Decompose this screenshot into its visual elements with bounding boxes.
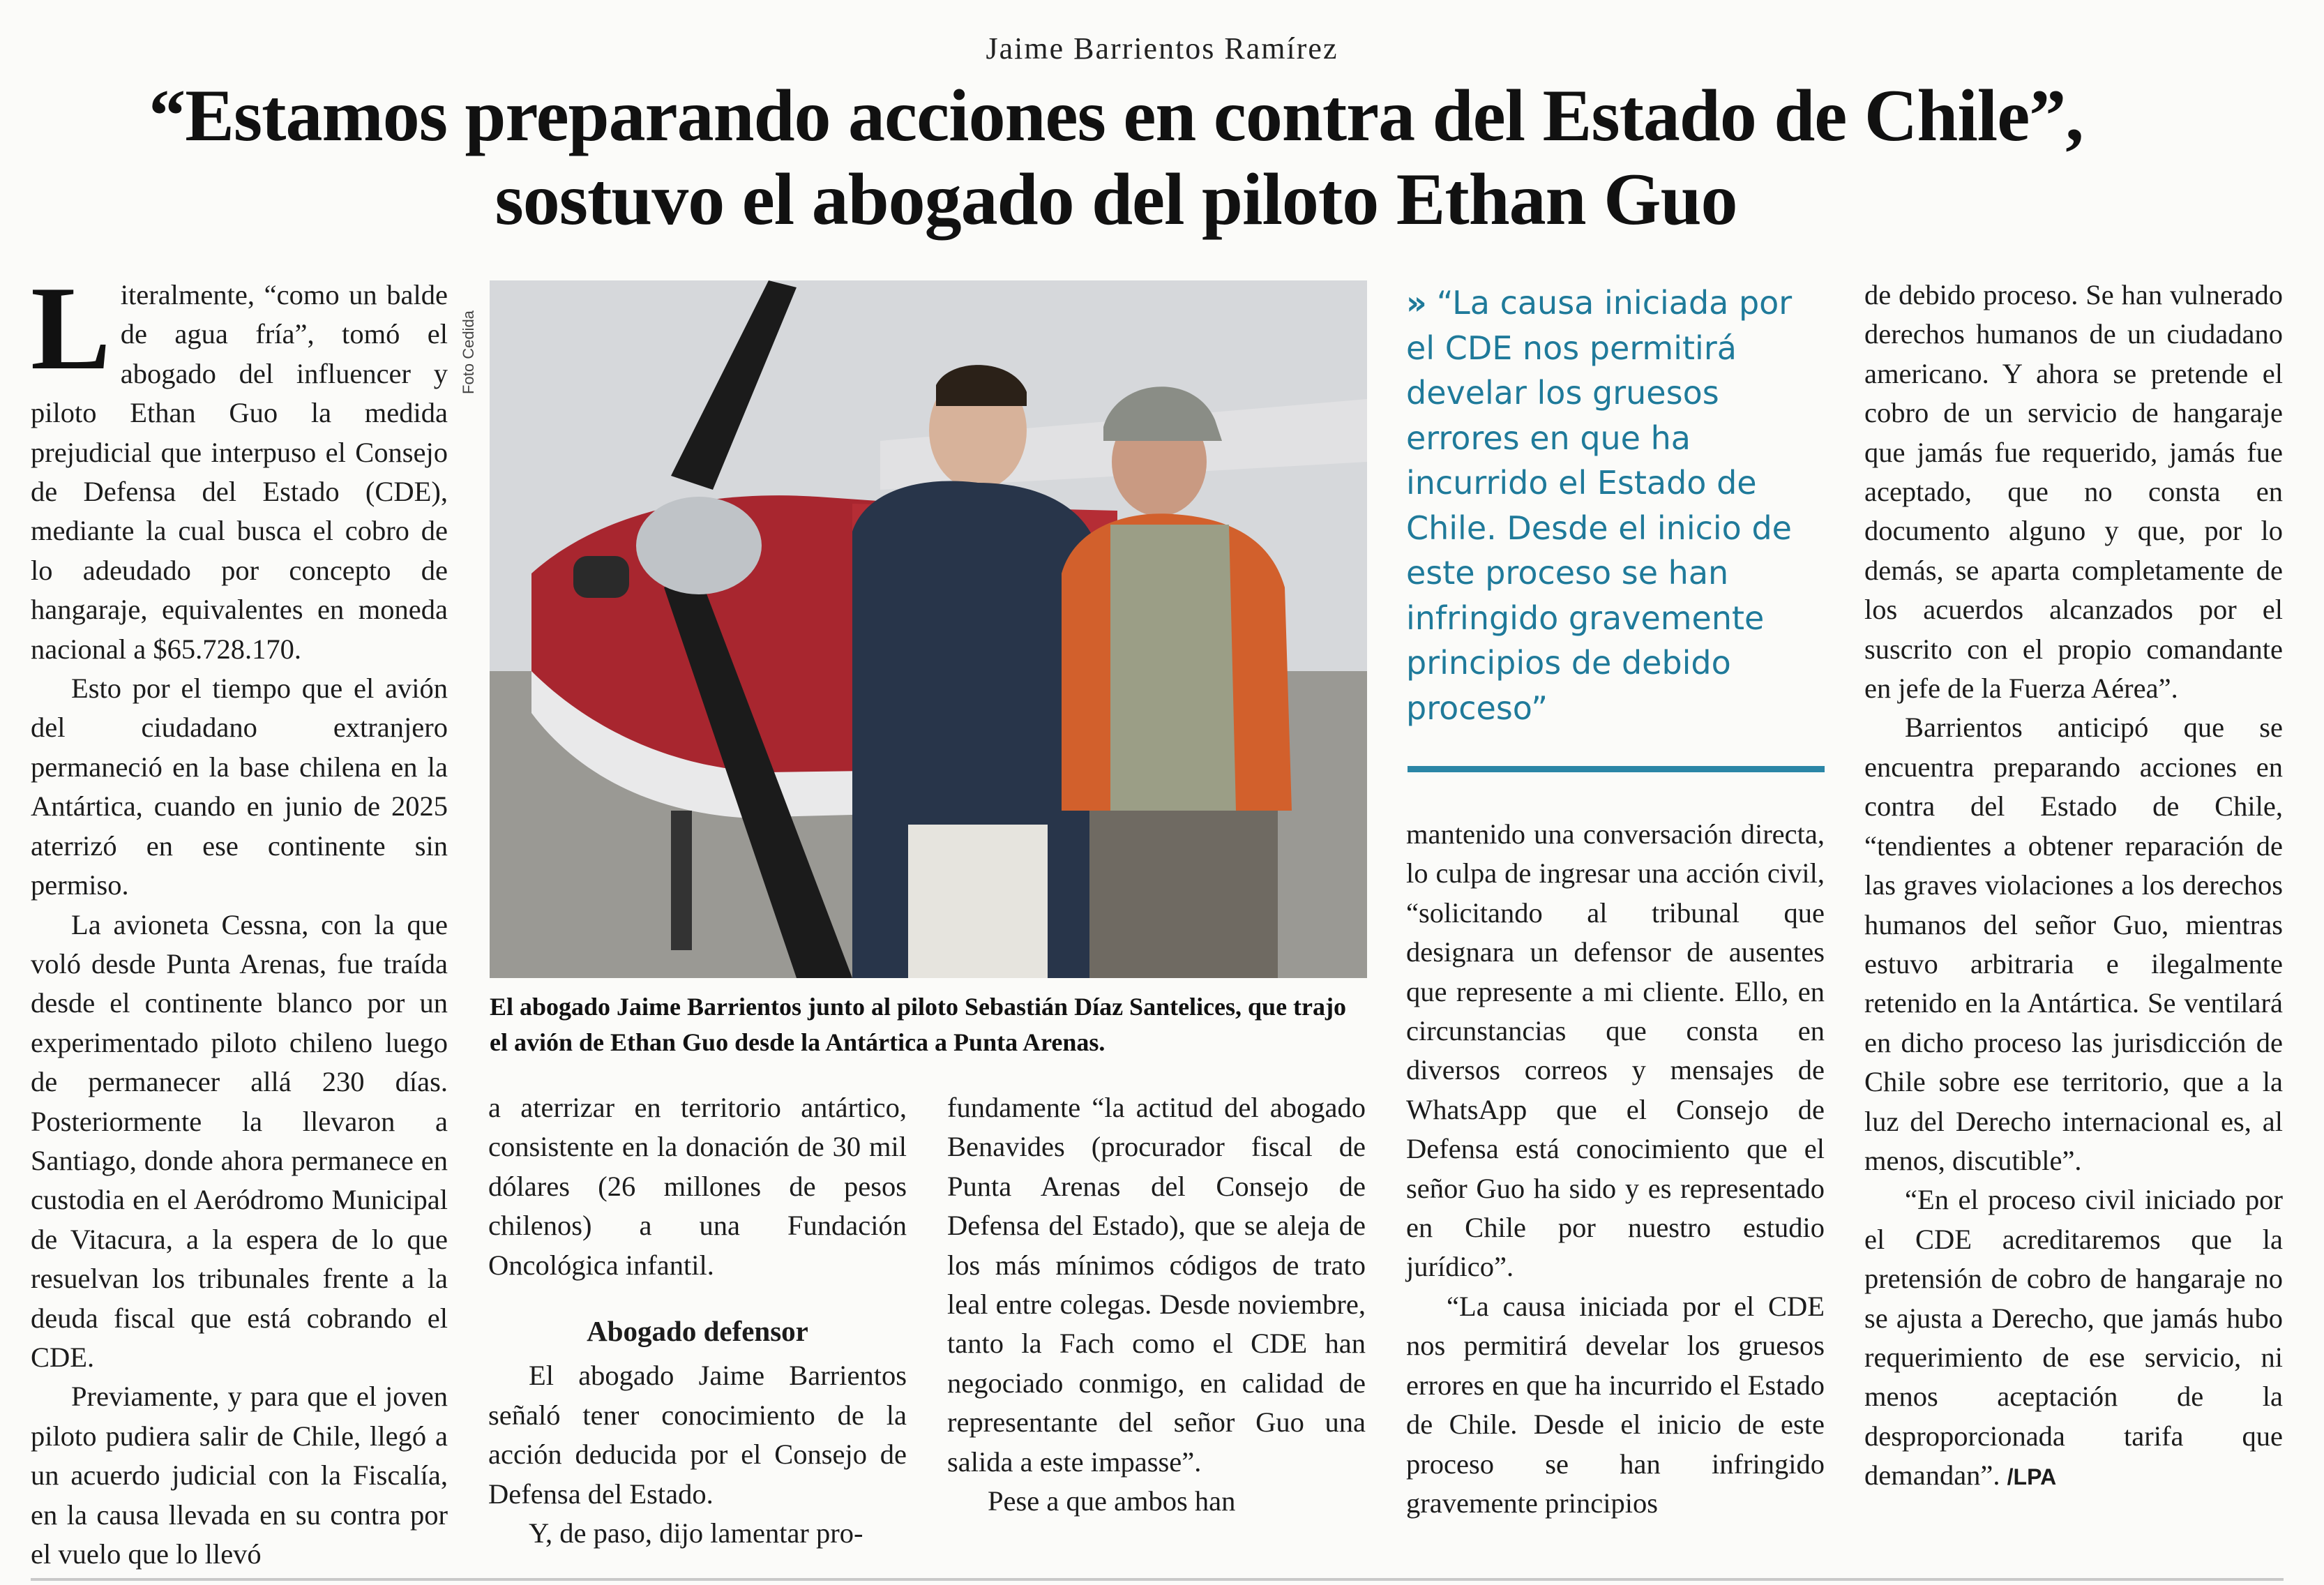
- paragraph: fundamente “la actitud del abogado Benavides (procurador fiscal de Punta Arenas del Consejo de Defensa del Estado), que se aleja de los más mínimos códigos de trato leal entre colegas. Desde noviembre, tanto la Fach como el CDE han negociado conmigo, en calidad de representante del señor Guo una salida a este impasse”.: [947, 1092, 1366, 1478]
- pull-quote-text: “La causa iniciada por el CDE nos permitirá develar los gruesos errores en que ha incurrido el Estado de Chile. Desde el inicio de este proceso se han infringido gravemente principios de debido proceso”: [1406, 284, 1793, 727]
- paragraph: [31, 262, 448, 669]
- paragraph-text: iteralmente, “como un balde de agua fría”, tomó el abogado del influencer y piloto Ethan Guo la medida prejudicial que interpuso el Consejo de Defensa del Estado (CDE), mediante la cual busca el cobro de lo adeudado por concepto de hangaraje, equivalentes en moneda nacional a $65.728.170.: [31, 279, 448, 665]
- signature: /LPA: [2007, 1464, 2057, 1490]
- paragraph-text: “En el proceso civil iniciado por el CDE acreditaremos que la pretensión de cobro de hangaraje no se ajusta a Derecho, que jamás hubo requerimiento de ese servicio, ni menos aceptación de la desproporcionada tarifa que demandan”.: [1864, 1184, 2283, 1492]
- article-column-3: [947, 1088, 1366, 1521]
- headline: “Estamos preparando acciones en contra del Estado de Chile”, sostuvo el abogado del piloto Ethan Guo: [149, 75, 2083, 240]
- subheading: Abogado defensor: [587, 1315, 808, 1348]
- paragraph: Barrientos anticipó que se encuentra preparando acciones en contra del Estado de Chile, “tendientes a obtener reparación de las graves violaciones a los derechos humanos del señor Guo, mientras estuvo arbitraria e ilegalmente retenido en la Antártica. Se ventilará en dicho proceso las jurisdicción de Chile sobre ese territorio, que a la luz del Derecho internacional es, al menos, discutible”.: [1864, 712, 2283, 1176]
- paragraph: mantenido una conversación directa, lo culpa de ingresar una acción civil, “solicitando al tribunal que designara un defensor de ausentes que represente a mi cliente. Ello, en circunstancias que consta en diversos correos y mensajes de WhatsApp que el Consejo de Defensa está conocimiento que el señor Guo ha sido y es representado en Chile por nuestro estudio jurídico”.: [1406, 818, 1825, 1283]
- paragraph: [1864, 1180, 2283, 1496]
- article-column-2: [488, 1088, 907, 1553]
- photo-credit: Foto Cedida: [460, 310, 477, 394]
- paragraph: El abogado Jaime Barrientos señaló tener conocimiento de la acción deducida por el Consejo de Defensa del Estado.: [488, 1360, 907, 1510]
- drop-cap: L: [31, 262, 111, 395]
- bottom-rule: [31, 1578, 2284, 1581]
- article-column-5: [1864, 276, 2283, 1497]
- byline: Jaime Barrientos Ramírez: [986, 31, 1338, 66]
- paragraph: Previamente, y para que el joven piloto pudiera salir de Chile, llegó a un acuerdo judicial con la Fiscalía, en la causa llevada en su contra por el vuelo que lo llevó: [31, 1381, 448, 1570]
- pull-quote: [1406, 280, 1825, 730]
- paragraph: a aterrizar en territorio antártico, consistente en la donación de 30 mil dólares (26 millones de pesos chilenos) a una Fundación Oncológica infantil.: [488, 1092, 907, 1281]
- article-photo: [490, 280, 1367, 978]
- paragraph: “La causa iniciada por el CDE nos permitirá develar los gruesos errores en que ha incurrido el Estado de Chile. Desde el inicio de este proceso se han infringido gravemente principios: [1406, 1290, 1825, 1519]
- paragraph: Pese a que ambos han: [988, 1485, 1236, 1517]
- paragraph: La avioneta Cessna, con la que voló desde Punta Arenas, fue traída desde el continente blanco por un experimentado piloto chileno luego de permanecer allá 230 días. Posteriormente la llevaron a Santiago, donde ahora permanece en custodia en el Aeródromo Municipal de Vitacura, a la espera de lo que resuelvan los tribunales frente a la deuda fiscal que está cobrando el CDE.: [31, 908, 448, 1373]
- paragraph: de debido proceso. Se han vulnerado derechos humanos de un ciudadano americano. Y ahora se pretende el cobro de un servicio de hangaraje que jamás fue requerido, jamás fue aceptado, que no consta en documento alguno y que, por lo demás, se aparta completamente de los acuerdos alcanzados por el suscrito con el propio comandante en jefe de la Fuerza Aérea”.: [1864, 279, 2283, 705]
- photo-caption: El abogado Jaime Barrientos junto al piloto Sebastián Díaz Santelices, que trajo el avión de Ethan Guo desde la Antártica a Punta Arenas.: [490, 993, 1347, 1056]
- paragraph: Esto por el tiempo que el avión del ciudadano extranjero permaneció en la base chilena en la Antártica, cuando en junio de 2025 aterrizó en ese continente sin permiso.: [31, 673, 448, 901]
- photo-illustration: [490, 280, 1367, 978]
- article-column-4: [1406, 815, 1825, 1523]
- pull-quote-rule: [1408, 766, 1825, 772]
- double-chevron-icon: »: [1406, 284, 1427, 322]
- paragraph: Y, de paso, dijo lamentar pro-: [529, 1517, 863, 1549]
- article-column-1: [31, 262, 448, 1574]
